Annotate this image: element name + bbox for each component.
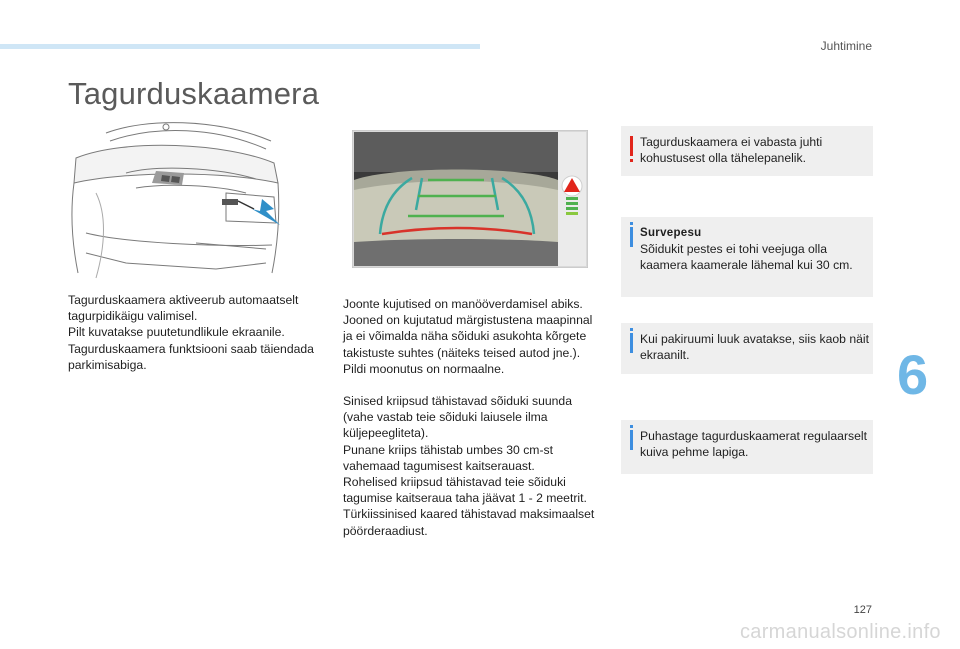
- chapter-number: 6: [897, 343, 929, 406]
- section-label: Juhtimine: [820, 39, 872, 53]
- pressure-wash-note: Survepesu Sõidukit pestes ei tohi veejuga olla kaamera kaamerale lähemal kui 30 cm.: [621, 217, 873, 297]
- note-heading: Survepesu: [640, 227, 702, 239]
- info-icon: [630, 227, 633, 247]
- arrow-icon: [252, 199, 280, 225]
- header-rule: [0, 44, 480, 49]
- warning-note: Tagurduskaamera ei vabasta juhti kohustusest olla tähelepanelik.: [621, 126, 873, 176]
- info-icon: [630, 430, 633, 450]
- trunk-note: Kui pakiruumi luuk avatakse, siis kaob näit ekraanilt.: [621, 323, 873, 374]
- warning-icon: [630, 136, 633, 156]
- car-rear-illustration: [66, 113, 292, 285]
- page-number: 127: [853, 604, 872, 616]
- watermark: carmanualsonline.info: [740, 621, 941, 643]
- camera-screen-illustration: [352, 130, 588, 268]
- lines-explanation: Joonte kujutised on manööverdamisel abiks. Jooned on kujutatud märgistustena maapinnal ja ei võimalda näha sõiduki asukohta kõrgete takistuste suhtes (näiteks teised autod jne.). Pildi moonutus on normaalne.: [343, 297, 593, 376]
- lines-legend: Sinised kriipsud tähistavad sõiduki suunda (vahe vastab teie sõiduki laiusele ilma küljepeegliteta). Punane kriips tähistab umbes 30 cm-st vahemaad tagumisest kaitserauast. Rohelised kriipsud tähistavad teie sõiduki tagumise kaitseraua taha jäävat 1 - 2 meetrit. Türkiissinised kaared tähistavad maksimaalset pöörderaadiust.: [343, 394, 595, 538]
- intro-text: Tagurduskaamera aktiveerub automaatselt tagurpidikäigu valimisel. Pilt kuvatakse puutetundlikule ekraanile. Tagurduskaamera funktsiooni saab täiendada parkimisabiga.: [68, 293, 314, 372]
- info-icon: [630, 333, 633, 353]
- page-title: Tagurduskaamera: [68, 76, 320, 111]
- cleaning-note: Puhastage tagurduskaamerat regulaarselt kuiva pehme lapiga.: [621, 420, 873, 474]
